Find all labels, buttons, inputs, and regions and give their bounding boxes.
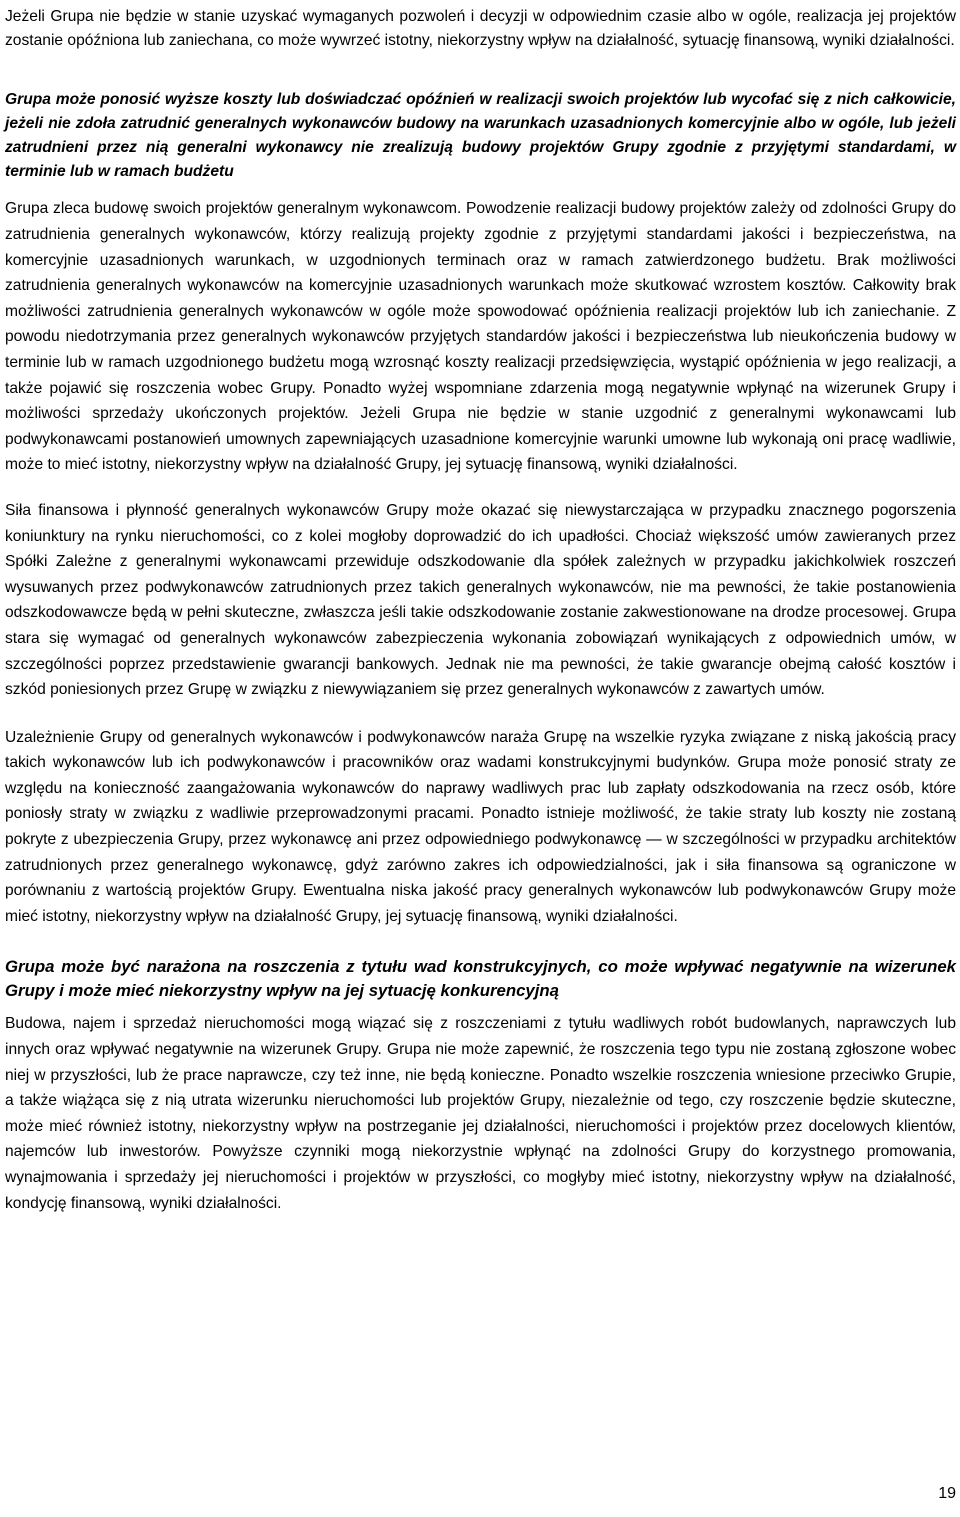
paragraph-contractor-liquidity: Siła finansowa i płynność generalnych wykonawców Grupy może okazać się niewystarczająca w przypadku znacznego pogorszenia koniunktury na rynku nieruchomości, co z kolei mogłoby doprowadzić do ich upadłości. Chociaż większość umów zawieranych przez Spółki Zależne z generalnymi wykonawcami przewiduje odszkodowanie dla spółek zależnych w przypadku jakichkolwiek roszczeń wysuwanych przez podwykonawców zatrudnionych przez takich generalnych wykonawców, nie ma pewności, że takie postanowienia odszkodowawcze będą w pełni skuteczne, zwłaszcza jeśli takie odszkodowanie zostanie zakwestionowane na drodze procesowej. Grupa stara się wymagać od generalnych wykonawców zabezpieczenia wykonania zobowiązań wynikających z odpowiednich umów, w szczególności poprzez przedstawienie gwarancji bankowych. Jednak nie ma pewności, że takie gwarancje obejmą całość kosztów i szkód poniesionych przez Grupę w związku z niewywiązaniem się przez generalnych wykonawców z zawartych umów. bbox=[5, 501, 956, 699]
section-heading-general-contractors: Grupa może ponosić wyższe koszty lub doświadczać opóźnień w realizacji swoich projektów lub wycofać się z nich całkowicie, jeżeli nie zdoła zatrudnić generalnych wykonawców budowy na warunkach uzasadnionych komercyjnie albo w ogóle, lub jeżeli zatrudnieni przez nią generalni wykonawcy nie zrealizują budowy projektów Grupy zgodnie z przyjętymi standardami, w terminie lub w ramach budżetu bbox=[5, 91, 956, 181]
page-number: 19 bbox=[938, 1485, 956, 1502]
paragraph-contractor-hiring: Grupa zleca budowę swoich projektów generalnym wykonawcom. Powodzenie realizacji budowy projektów zależy od zdolności Grupy do zatrudnienia generalnych wykonawców, którzy realizują projekty zgodnie z przyjętymi standardami jakości i bezpieczeństwa, na komercyjnie uzasadnionych warunkach, w uzgodnionych terminach oraz w ramach zatwierdzonego budżetu. Brak możliwości zatrudnienia generalnych wykonawców na komercyjnie uzasadnionych warunkach może skutkować wzrostem kosztów. Całkowity brak możliwości zatrudnienia generalnych wykonawców w ogóle może spowodować opóźnienia realizacji projektów lub ich zaniechanie. Z powodu niedotrzymania przez generalnych wykonawców przyjętych standardów jakości i bezpieczeństwa lub nieukończenia budowy w terminie lub w ramach uzgodnionego budżetu mogą wzrosnąć koszty realizacji przedsięwzięcia, wystąpić opóźnienia w jego realizacji, a także pojawić się roszczenia wobec Grupy. Ponadto wyżej wspomniane zdarzenia mogą negatywnie wpłynąć na wizerunek Grupy i możliwości sprzedaży ukończonych projektów. Jeżeli Grupa nie będzie w stanie uzgodnić z generalnymi wykonawcami lub podwykonawcami postanowień umownych zapewniających uzasadnione komercyjnie warunki umowne lub wykonają oni pracę wadliwie, może to mieć istotny, niekorzystny wpływ na działalność Grupy, jej sytuację finansową, wyniki działalności. bbox=[5, 200, 956, 474]
document-page bbox=[5, 0, 956, 1216]
paragraph-defect-claims: Budowa, najem i sprzedaż nieruchomości mogą wiązać się z roszczeniami z tytułu wadliwych robót budowlanych, naprawczych lub innych oraz wpływać negatywnie na wizerunek Grupy. Grupa nie może zapewnić, że roszczenia tego typu nie zostaną zgłoszone wobec niej w przyszłości, lub że prace naprawcze, czy też inne, nie będą konieczne. Ponadto wszelkie roszczenia wniesione przeciwko Grupie, a także wiążąca się z nią utrata wizerunku nieruchomości lub projektów Grupy, niezależnie od tego, czy roszczenie będzie skuteczne, może mieć również istotny, niekorzystny wpływ na postrzeganie jej działalności, nieruchomości i projektów przez docelowych klientów, najemców lub inwestorów. Powyższe czynniki mogą niekorzystnie wpłynąć na zdolności Grupy do korzystnego promowania, wynajmowania i sprzedaży jej nieruchomości i projektów w przyszłości, co mogłyby mieć istotny, niekorzystny wpływ na działalność, kondycję finansową, wyniki działalności. bbox=[5, 1015, 956, 1212]
section-heading-construction-defects: Grupa może być narażona na roszczenia z tytułu wad konstrukcyjnych, co może wpływać negatywnie na wizerunek Grupy i może mieć niekorzystny wpływ na jej sytuację konkurencyjną bbox=[5, 957, 956, 1001]
intro-paragraph: Jeżeli Grupa nie będzie w stanie uzyskać wymaganych pozwoleń i decyzji w odpowiednim czasie albo w ogóle, realizacja jej projektów zostanie opóźniona lub zaniechana, co może wywrzeć istotny, niekorzystny wpływ na działalność, sytuację finansową, wyniki działalności. bbox=[5, 8, 956, 50]
paragraph-contractor-dependency: Uzależnienie Grupy od generalnych wykonawców i podwykonawców naraża Grupę na wszelkie ryzyka związane z niską jakością pracy takich wykonawców lub ich podwykonawców i pracowników oraz wadami konstrukcyjnymi budynków. Grupa może ponosić straty ze względu na konieczność zaangażowania wykonawców do naprawy wadliwych prac lub zapłaty odszkodowania na rzecz osób, które poniosły straty w związku z wadliwie przeprowadzonymi pracami. Ponadto istnieje możliwość, że takie straty lub koszty nie zostaną pokryte z ubezpieczenia Grupy, przez wykonawcę ani przez odpowiedniego podwykonawcę — w szczególności w przypadku architektów zatrudnionych przez generalnego wykonawcę, gdyż zarówno zakres ich odpowiedzialności, jak i siła finansowa są ograniczone w porównaniu z wartością projektów Grupy. Ewentualna niska jakość pracy generalnych wykonawców lub podwykonawców Grupy może mieć istotny, niekorzystny wpływ na działalność Grupy, jej sytuację finansową, wyniki działalności. bbox=[5, 728, 956, 925]
